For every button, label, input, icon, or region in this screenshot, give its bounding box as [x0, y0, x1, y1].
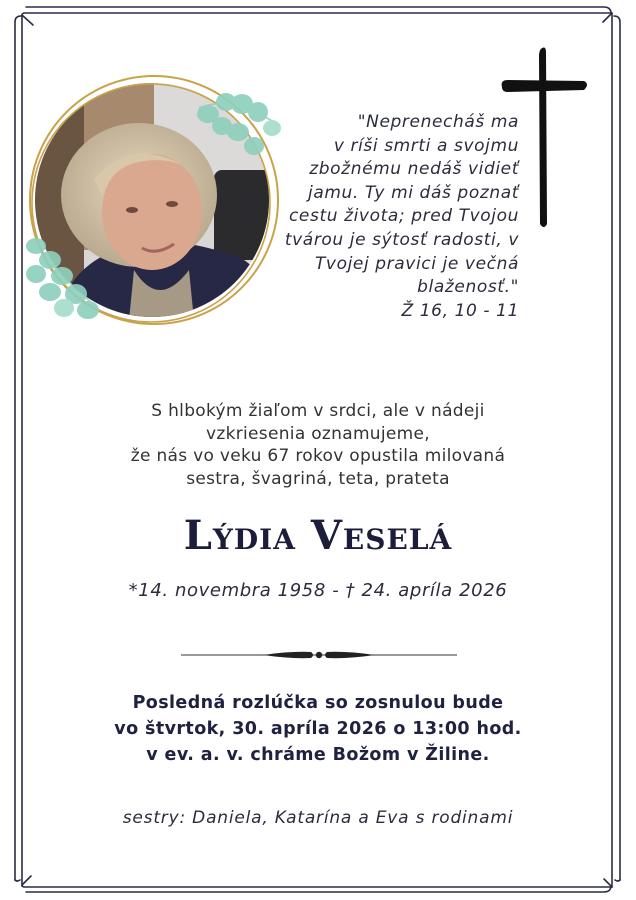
verse-reference: Ž 16, 10 - 11	[401, 300, 519, 321]
announcement-text	[0, 400, 636, 490]
verse-line: Tvojej pravici je večná	[314, 253, 519, 274]
announcement-line: S hlbokým žiaľom v srdci, ale v nádeji	[151, 401, 485, 421]
verse-line: v ríši smrti a svojmu	[333, 135, 519, 156]
funeral-info	[0, 690, 636, 768]
mourning-family: sestry: Daniela, Katarína a Eva s rodinami	[122, 808, 514, 828]
verse-line: blaženosť."	[417, 277, 519, 298]
funeral-info-line: v ev. a. v. chráme Božom v Žiline.	[146, 745, 490, 765]
announcement-line: že nás vo veku 67 rokov opustila milovaná	[130, 446, 506, 466]
verse-line: jamu. Ty mi dáš poznať	[308, 182, 519, 203]
ornamental-divider	[181, 646, 457, 664]
funeral-info-line: vo štvrtok, 30. apríla 2026 o 13:00 hod.	[114, 719, 522, 739]
portrait-photo	[24, 70, 286, 332]
life-dates: *14. novembra 1958 - † 24. apríla 2026	[128, 580, 508, 601]
announcement-line: sestra, švagriná, teta, prateta	[186, 468, 450, 489]
announcement-line: vzkriesenia oznamujeme,	[206, 423, 430, 444]
deceased-name: Lýdia Veselá	[183, 512, 453, 559]
verse-line: tvárou je sýtosť radosti, v	[284, 229, 519, 250]
verse-line: zbožnému nedáš vidieť	[309, 159, 519, 180]
bible-verse	[259, 111, 519, 323]
verse-line: "Neprenecháš ma	[357, 112, 519, 132]
verse-line: cestu života; pred Tvojou	[288, 206, 519, 227]
funeral-info-line: Posledná rozlúčka so zosnulou bude	[132, 693, 504, 713]
